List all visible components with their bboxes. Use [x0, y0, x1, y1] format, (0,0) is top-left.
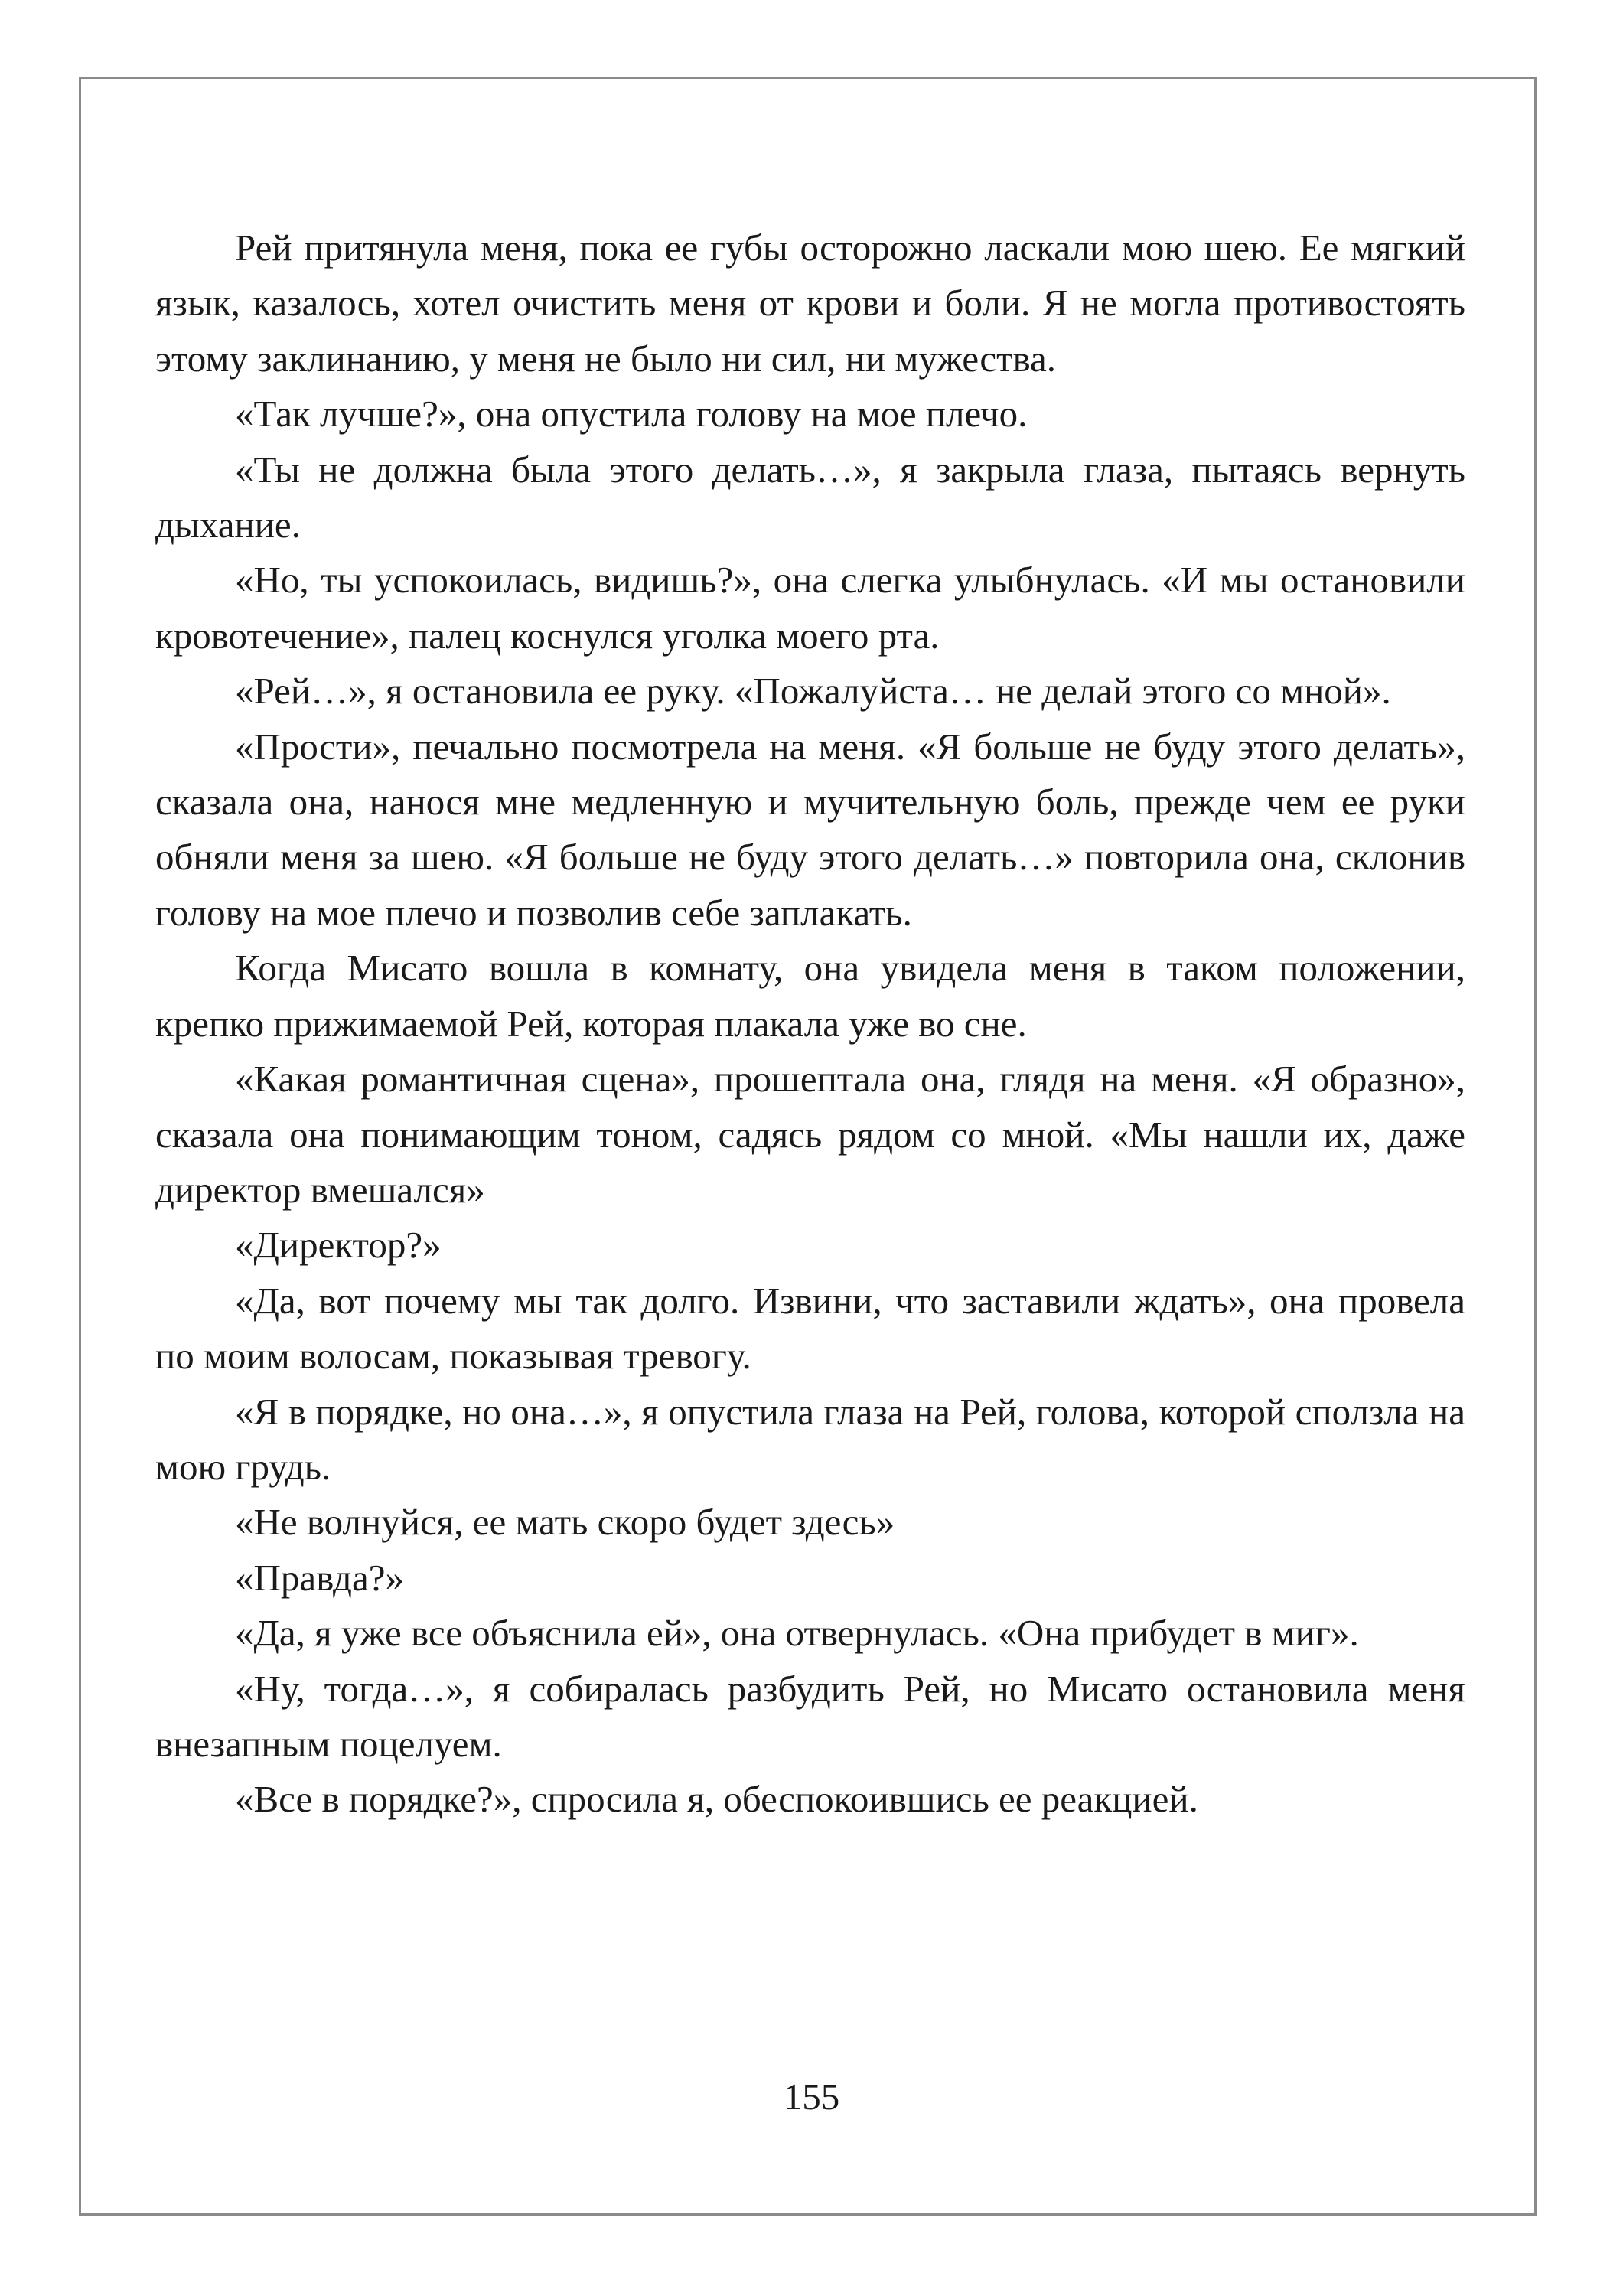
paragraph: «Но, ты успокоилась, видишь?», она слегка улыбнулась. «И мы остановили кровотечение», палец коснулся уголка моего рта. — [155, 559, 1465, 657]
paragraph: «Какая романтичная сцена», прошептала она, глядя на меня. «Я образно», сказала она понимающим тоном, садясь рядом со мной. «Мы нашли их, даже директор вмешался» — [155, 1058, 1465, 1211]
paragraph: «Ну, тогда…», я собиралась разбудить Рей, но Мисато остановила меня внезапным поцелуем. — [155, 1667, 1465, 1765]
paragraph: «Ты не должна была этого делать…», я закрыла глаза, пытаясь вернуть дыхание. — [155, 448, 1465, 546]
paragraph: «Я в порядке, но она…», я опустила глаза на Рей, голова, которой сползла на мою грудь. — [155, 1390, 1465, 1488]
paragraph: Рей притянула меня, пока ее губы осторожно ласкали мою шею. Ее мягкий язык, казалось, хотел очистить меня от крови и боли. Я не могла противостоять этому заклинанию, у меня не было ни сил, ни мужества. — [155, 227, 1465, 380]
body-text — [155, 220, 1465, 1828]
paragraph: «Прости», печально посмотрела на меня. «Я больше не буду этого делать», сказала она, нанося мне медленную и мучительную боль, прежде чем ее руки обняли меня за шею. «Я больше не буду этого делать…» повторила она, склонив голову на мое плечо и позволив себе заплакать. — [155, 725, 1465, 934]
page-number: 155 — [783, 2076, 840, 2118]
paragraph: «Так лучше?», она опустила голову на мое плечо. — [235, 393, 1028, 435]
paragraph: «Все в порядке?», спросила я, обеспокоившись ее реакцией. — [235, 1778, 1198, 1821]
paragraph: «Директор?» — [235, 1224, 442, 1267]
paragraph: «Да, вот почему мы так долго. Извини, что заставили ждать», она провела по моим волосам, показывая тревогу. — [155, 1279, 1465, 1378]
paragraph: «Рей…», я остановила ее руку. «Пожалуйста… не делай этого со мной». — [235, 670, 1391, 713]
paragraph: «Да, я уже все объяснила ей», она отвернулась. «Она прибудет в миг». — [235, 1612, 1359, 1655]
paragraph: «Не волнуйся, ее мать скоро будет здесь» — [235, 1501, 895, 1544]
paragraph: Когда Мисато вошла в комнату, она увидела меня в таком положении, крепко прижимаемой Рей, которая плакала уже во сне. — [155, 947, 1465, 1045]
paragraph: «Правда?» — [235, 1556, 404, 1599]
